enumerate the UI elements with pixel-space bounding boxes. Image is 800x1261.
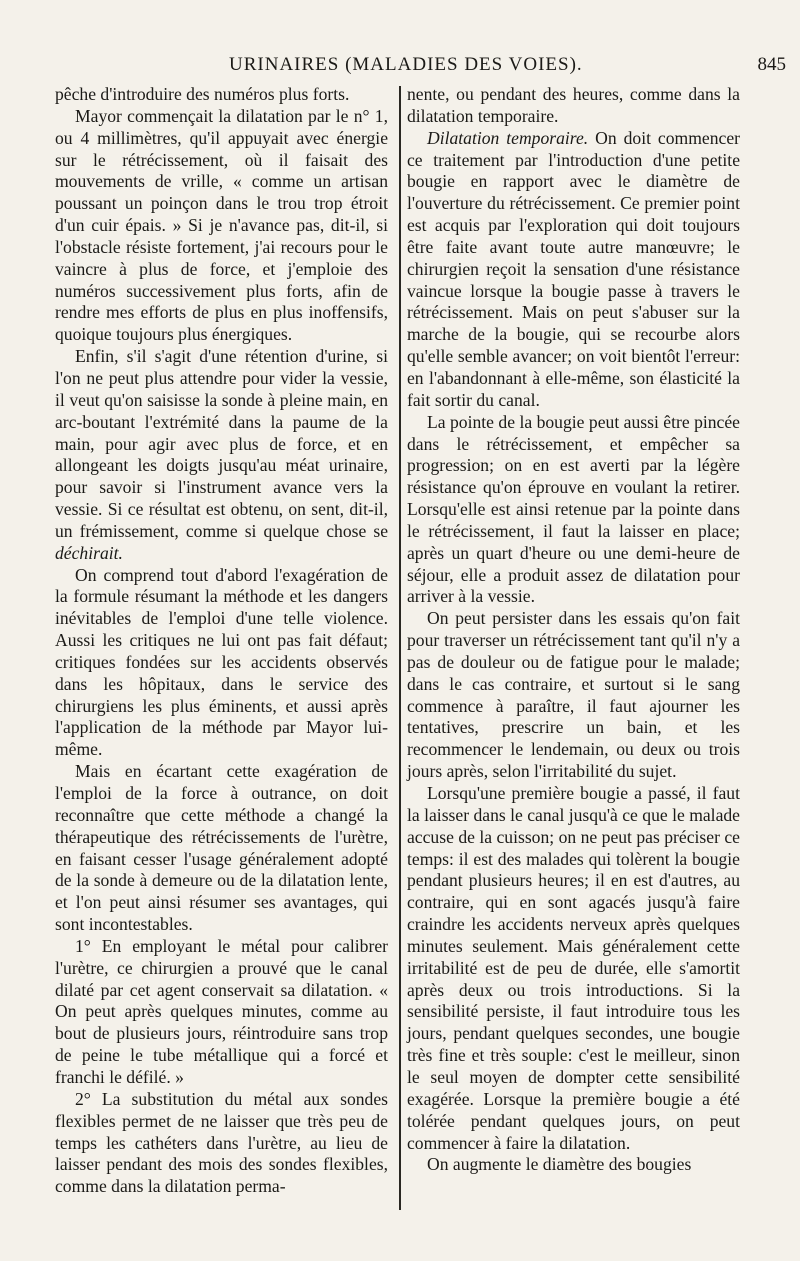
paragraph: La pointe de la bougie peut aussi être pincée dans le rétrécissement, et empêcher sa progression; on en est averti par la légère résistance qu'on éprouve en voulant la retirer. Lorsqu'elle est ainsi retenue par la pointe dans le rétrécissement, il faut la laisser en place; après un quart d'heure ou une demi-heure de séjour, elle a produit assez de dilatation pour arriver à la vessie. <box>407 411 740 607</box>
paragraph-text: On doit commencer ce traitement par l'introduction d'une petite bougie en rapport avec le diamètre de l'ouverture du rétrécissement. Ce premier point est acquis par l'exploration qui doit toujours être faite avant toute autre manœuvre; le chirurgien reçoit la sensation d'une résistance vaincue lorsque la bougie passe à travers le rétrécissement. Mais on peut s'abuser sur la marche de la bougie, qui se recourbe alors qu'elle semble avancer; on voit bientôt l'erreur: en l'abandonnant à elle-même, son élasticité la fait sortir du canal. <box>407 127 740 410</box>
paragraph: On peut persister dans les essais qu'on fait pour traverser un rétrécissement tant qu'il n'y a pas de douleur ou de fatigue pour le malade; dans le cas contraire, et surtout si le sang commence à paraître, il faut ajourner les tentatives, prescrire un bain, et les recommencer le lendemain, ou deux ou trois jours après, selon l'irritabilité du sujet. <box>407 608 740 782</box>
running-header <box>54 54 800 84</box>
paragraph: nente, ou pendant des heures, comme dans la dilatation temporaire. <box>407 84 740 126</box>
paragraph: 1° En employant le métal pour calibrer l'urètre, ce chirurgien a prouvé que le canal dilaté par cet agent conservait sa dilatation. « On peut après quelques minutes, comme au bout de plusieurs jours, réintroduire sans trop de peine le tube métallique qui a forcé et franchi le défilé. » <box>55 935 388 1087</box>
paragraph <box>407 128 740 412</box>
running-title: URINAIRES (MALADIES DES VOIES). <box>229 54 583 75</box>
paragraph: On augmente le diamètre des bougies <box>427 1154 692 1175</box>
section-lead: Dilatation temporaire. <box>427 127 589 148</box>
page-number: 845 <box>757 54 786 75</box>
paragraph: Mais en écartant cette exagération de l'emploi de la force à outrance, on doit reconnaître que cette méthode a changé la thérapeutique des rétrécissements de l'urètre, en faisant cesser l'usage généralement adopté de la sonde à demeure ou de la dilatation lente, et l'on peut ainsi résumer ses avantages, qui sont incontestables. <box>55 761 388 935</box>
paragraph <box>55 346 388 564</box>
italic-word: déchirait. <box>55 542 123 563</box>
right-column <box>407 84 740 1176</box>
paragraph: Lorsqu'une première bougie a passé, il faut la laisser dans le canal jusqu'à ce que le malade accuse de la cuisson; on ne peut pas préciser ce temps: il est des malades qui tolèrent la bougie pendant plusieurs heures; il en est d'autres, au contraire, qui en sont agacés jusqu'à faire craindre les accidents nerveux après quelques minutes seulement. Mais généralement cette irritabilité est de peu de durée, elle s'amortit après deux ou trois introductions. Si la sensibilité persiste, il faut introduire tous les jours, pendant quelques secondes, une bougie très fine et très souple: c'est le meilleur, sinon le seul moyen de dompter cette sensibilité exagérée. Lorsque la première bougie a été tolérée pendant quelques jours, on peut commencer à faire la dilatation. <box>407 783 740 1153</box>
paragraph: pêche d'introduire des numéros plus forts. <box>55 84 350 104</box>
column-divider <box>399 86 401 1210</box>
paragraph: Mayor commençait la dilatation par le n° 1, ou 4 millimètres, qu'il appuyait avec énergie sur le rétrécissement, où il faisait des mouvements de vrille, « comme un artisan poussant un poinçon dans le trou trop étroit d'un cuir épais. » Si je n'avance pas, dit-il, si l'obstacle résiste fortement, j'ai recours pour le vaincre à plus de force, et j'emploie des numéros successivement plus forts, afin de rendre mes efforts de plus en plus inoffensifs, quoique toujours plus énergiques. <box>55 105 388 345</box>
paragraph: On comprend tout d'abord l'exagération de la formule résumant la méthode et les dangers inévitables de l'emploi d'une telle violence. Aussi les critiques ne lui ont pas fait défaut; critiques fondées sur les accidents observés dans les hôpitaux, dans le service des chirurgiens les plus éminents, et aussi après l'application de la méthode par Mayor lui-même. <box>55 564 388 760</box>
left-column <box>55 84 388 1198</box>
paragraph: 2° La substitution du métal aux sondes flexibles permet de ne laisser que très peu de temps les cathéters dans l'urètre, au lieu de laisser pendant des mois des sondes flexibles, comme dans la dilatation perma- <box>55 1088 388 1197</box>
paragraph-text: Enfin, s'il s'agit d'une rétention d'urine, si l'on ne peut plus attendre pour vider la vessie, il veut qu'on saisisse la sonde à pleine main, en arc-boutant l'extrémité dans la paume de la main, pour agir avec plus de force, et en allongeant les doigts jusqu'au méat urinaire, pour savoir si l'instrument avance vers la vessie. Si ce résultat est obtenu, on sent, dit-il, un frémissement, comme si quelque chose se <box>55 346 388 541</box>
